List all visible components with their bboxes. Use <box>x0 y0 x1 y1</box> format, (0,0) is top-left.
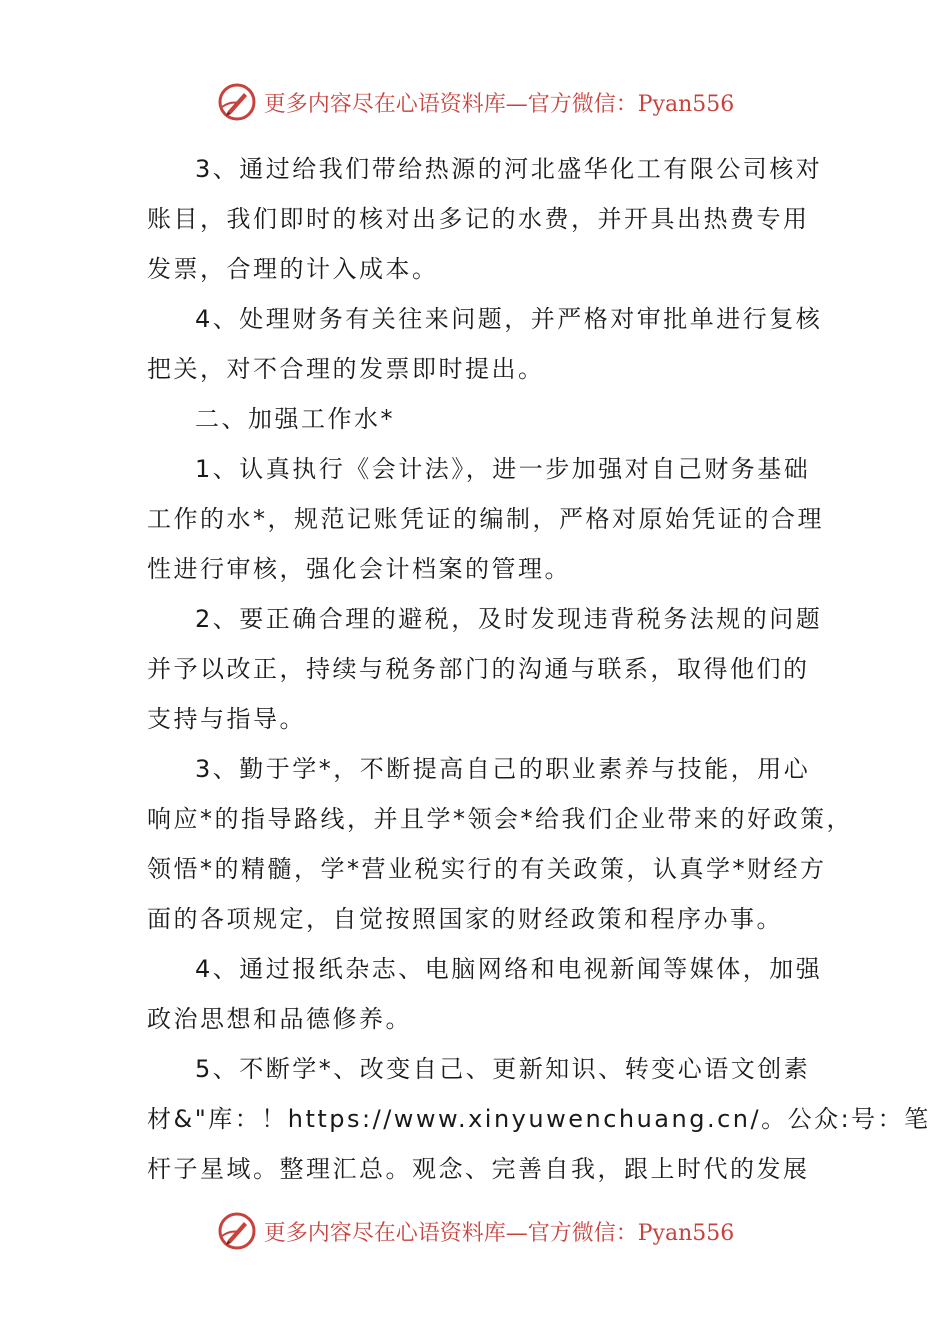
text-line: 响应*的指导路线，并且学*领会*给我们企业带来的好政策， <box>147 805 853 833</box>
watermark-text: 更多内容尽在心语资料库—官方微信：Pyan556 <box>263 91 735 117</box>
text-line: 支持与指导。 <box>147 705 306 733</box>
text-line: 4、通过报纸杂志、电脑网络和电视新闻等媒体，加强 <box>195 955 823 983</box>
text-line: 把关，对不合理的发票即时提出。 <box>147 355 545 383</box>
text-line: 并予以改正，持续与税务部门的沟通与联系，取得他们的 <box>147 655 810 683</box>
text-line: 2、要正确合理的避税，及时发现违背税务法规的问题 <box>195 605 823 633</box>
text-line: 领悟*的精髓，学*营业税实行的有关政策，认真学*财经方 <box>147 855 827 883</box>
text-line: 二、加强工作水* <box>195 405 395 433</box>
text-line: 杆子星域。整理汇总。观念、完善自我，跟上时代的发展 <box>147 1155 810 1183</box>
text-line: 性进行审核，强化会计档案的管理。 <box>147 555 571 583</box>
pen-logo-icon <box>216 1210 258 1252</box>
text-line: 工作的水*，规范记账凭证的编制，严格对原始凭证的合理 <box>147 505 824 533</box>
text-line: 3、通过给我们带给热源的河北盛华化工有限公司核对 <box>195 155 823 183</box>
text-line: 材&"库：！https://www.xinyuwenchuang.cn/。公众:号：笔 <box>147 1105 931 1133</box>
text-line: 政治思想和品德修养。 <box>147 1005 412 1033</box>
text-line: 5、不断学*、改变自己、更新知识、转变心语文创素 <box>195 1055 811 1083</box>
text-line: 发票，合理的计入成本。 <box>147 255 439 283</box>
watermark-text: 更多内容尽在心语资料库—官方微信：Pyan556 <box>263 1220 735 1246</box>
text-line: 1、认真执行《会计法》，进一步加强对自己财务基础 <box>195 455 811 483</box>
text-line: 3、勤于学*，不断提高自己的职业素养与技能，用心 <box>195 755 811 783</box>
footer-watermark <box>0 1206 950 1256</box>
pen-logo-icon <box>216 81 258 123</box>
text-line: 4、处理财务有关往来问题，并严格对审批单进行复核 <box>195 305 823 333</box>
text-line: 账目，我们即时的核对出多记的水费，并开具出热费专用 <box>147 205 810 233</box>
text-line: 面的各项规定，自觉按照国家的财经政策和程序办事。 <box>147 905 783 933</box>
header-watermark <box>0 77 950 127</box>
